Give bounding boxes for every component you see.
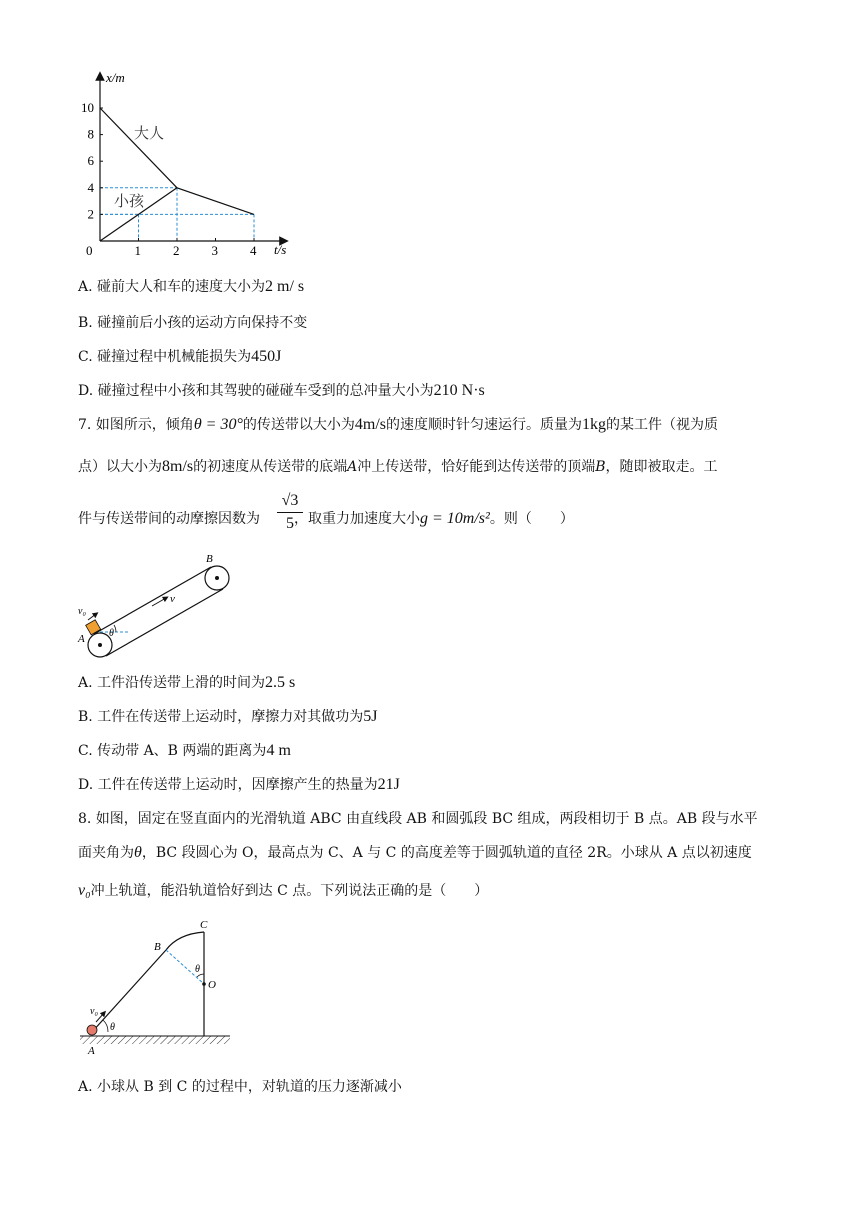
q8-line1: 8. 如图，固定在竖直面内的光滑轨道 ABC 由直线段 AB 和圆弧段 BC 组成，两段相切于 B 点。AB 段与水平 — [78, 811, 758, 827]
q7-friction-fraction — [273, 492, 307, 533]
theta-arc-A — [103, 1020, 108, 1032]
series-label-adult: 大人 — [134, 126, 165, 142]
bottom-pulley-axle — [98, 643, 102, 647]
label-B: B — [206, 553, 213, 565]
x-tick-label: 2 — [173, 243, 180, 258]
top-pulley-axle — [215, 576, 219, 580]
q7-line3: 件与传送带间的动摩擦因数为 ，取重力加速度大小g = 10m/s²。则（ ） — [78, 510, 574, 527]
y-tick-label: 4 — [87, 179, 94, 195]
label-B-q8: B — [154, 941, 161, 953]
fraction-numerator: √3 — [281, 492, 299, 509]
arc-BC — [166, 932, 204, 950]
label-O-q8: O — [208, 979, 216, 991]
xt-graph — [74, 68, 314, 263]
x-tick-label: 0 — [86, 243, 93, 258]
y-tick-label: 2 — [87, 206, 94, 222]
label-A-q8: A — [88, 1045, 95, 1057]
q6-option-c: C. 碰撞过程中机械能损失为450J — [78, 348, 282, 365]
v0-arrow — [88, 614, 96, 620]
conveyor-figure — [76, 552, 246, 662]
y-axis-label: x/m — [106, 70, 125, 85]
label-v0: v₀ — [78, 606, 86, 617]
label-theta-O: θ — [195, 964, 200, 975]
x-tick-label: 3 — [211, 243, 218, 258]
belt-upper — [94, 567, 211, 634]
y-tick-label: 10 — [81, 100, 94, 115]
q8-line3: v₀冲上轨道，能沿轨道恰好到达 C 点。下列说法正确的是（ ） — [78, 882, 489, 899]
q7-line1: 7. 如图所示，倾角θ = 30°的传送带以大小为4m/s的速度顺时针匀速运行。质量为1kg的某工件（视为质 — [78, 416, 718, 433]
ball — [87, 1025, 97, 1035]
series-label-child: 小孩 — [114, 194, 145, 210]
label-v0-q8: v₀ — [90, 1006, 98, 1017]
q7-option-b: B. 工件在传送带上运动时，摩擦力对其做功为5J — [78, 708, 378, 725]
q7-option-a: A. 工件沿传送带上滑的时间为2.5 s — [78, 674, 296, 691]
q7-option-d: D. 工件在传送带上运动时，因摩擦产生的热量为21J — [78, 776, 400, 793]
track-figure — [78, 914, 238, 1060]
x-tick-label: 1 — [134, 243, 141, 258]
fraction-denominator: 5 — [286, 515, 294, 532]
label-theta: θ — [109, 628, 114, 639]
center-O — [202, 982, 206, 986]
theta-arc — [114, 625, 116, 632]
q6-option-d: D. 碰撞过程中小孩和其驾驶的碰碰车受到的总冲量大小为210 N·s — [78, 382, 485, 399]
y-tick-label: 6 — [87, 153, 94, 169]
label-A: A — [78, 633, 85, 645]
q6-option-b: B. 碰撞前后小孩的运动方向保持不变 — [78, 315, 308, 331]
q7-option-c: C. 传动带 A、B 两端的距离为4 m — [78, 742, 291, 759]
track-AB — [92, 950, 166, 1032]
label-v: v — [170, 593, 175, 605]
x-tick-label: 4 — [250, 243, 257, 258]
q7-line2: 点）以大小为8m/s的初速度从传送带的底端A冲上传送带，恰好能到达传送带的顶端B，随即被取走。工 — [78, 458, 718, 475]
label-C-q8: C — [200, 919, 208, 931]
q8-option-a: A. 小球从 B 到 C 的过程中，对轨道的压力逐渐减小 — [78, 1079, 402, 1095]
q6-option-a: A. 碰前大人和车的速度大小为2 m/ s — [78, 278, 305, 295]
q8-line2: 面夹角为θ，BC 段圆心为 O，最高点为 C、A 与 C 的高度差等于圆弧轨道的直径 2R。小球从 A 点以初速度 — [78, 844, 752, 861]
label-theta-A: θ — [110, 1022, 115, 1033]
x-axis-label: t/s — [274, 242, 287, 257]
ground-hatch — [80, 1036, 230, 1044]
y-tick-label: 8 — [87, 126, 94, 142]
